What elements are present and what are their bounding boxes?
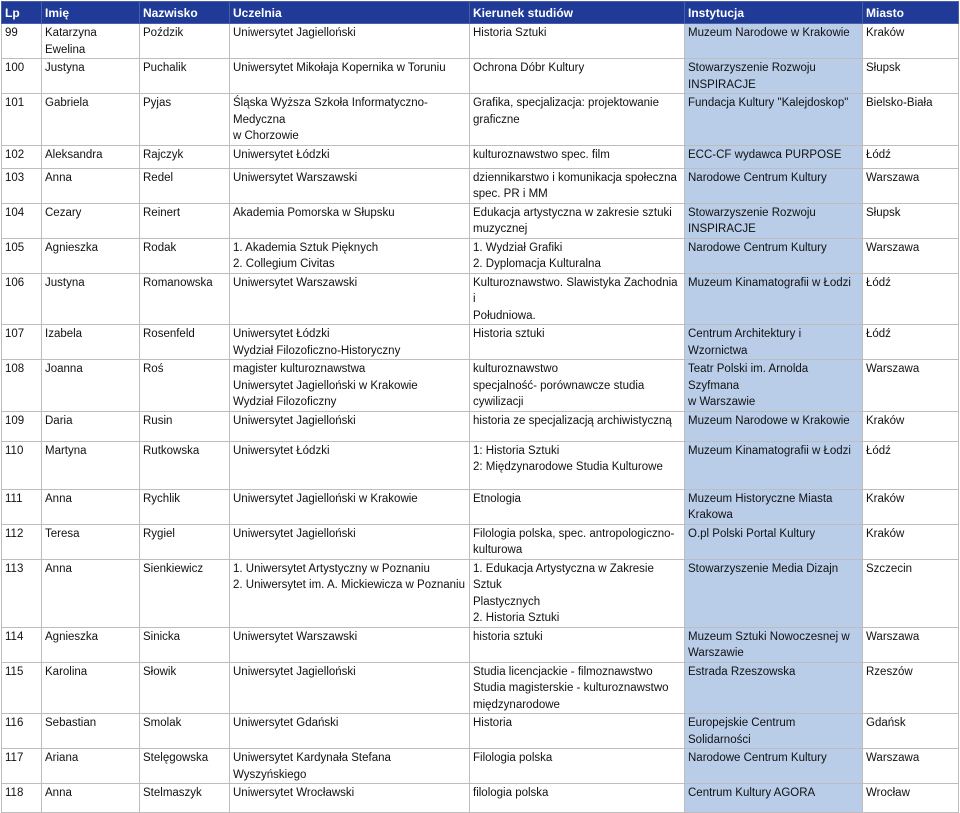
cell-lp: 109 <box>2 411 42 441</box>
cell-lp: 113 <box>2 559 42 627</box>
table-row <box>2 714 959 749</box>
cell-university: Uniwersytet Łódzki <box>230 145 470 168</box>
table-row <box>2 238 959 273</box>
cell-institution: Narodowe Centrum Kultury <box>685 238 863 273</box>
cell-city: Rzeszów <box>863 662 959 714</box>
cell-city: Kraków <box>863 489 959 524</box>
header-city: Miasto <box>863 2 959 24</box>
header-institution: Instytucja <box>685 2 863 24</box>
cell-field-of-study: Etnologia <box>470 489 685 524</box>
cell-lp: 106 <box>2 273 42 325</box>
cell-university: Uniwersytet Warszawski <box>230 168 470 203</box>
cell-first-name: Ariana <box>42 749 140 784</box>
cell-first-name: Aleksandra <box>42 145 140 168</box>
cell-field-of-study: Historia sztuki <box>470 325 685 360</box>
cell-field-of-study: Filologia polska <box>470 749 685 784</box>
cell-university: Śląska Wyższa Szkoła Informatyczno-Medyczna w Chorzowie <box>230 94 470 146</box>
table-row <box>2 94 959 146</box>
cell-first-name: Teresa <box>42 524 140 559</box>
cell-university: Uniwersytet Kardynała Stefana Wyszyńskiego <box>230 749 470 784</box>
table-row <box>2 559 959 627</box>
table-row <box>2 325 959 360</box>
cell-institution: Muzeum Kinamatografii w Łodzi <box>685 441 863 489</box>
cell-first-name: Daria <box>42 411 140 441</box>
cell-last-name: Stelmaszyk <box>140 784 230 813</box>
cell-first-name: Sebastian <box>42 714 140 749</box>
cell-university: Uniwersytet Jagielloński <box>230 411 470 441</box>
cell-last-name: Smolak <box>140 714 230 749</box>
cell-institution: O.pl Polski Portal Kultury <box>685 524 863 559</box>
cell-lp: 100 <box>2 59 42 94</box>
cell-last-name: Roś <box>140 360 230 412</box>
cell-field-of-study: historia ze specjalizacją archiwistyczną <box>470 411 685 441</box>
cell-institution: Fundacja Kultury "Kalejdoskop" <box>685 94 863 146</box>
cell-university: Uniwersytet Jagielloński <box>230 524 470 559</box>
cell-institution: Stowarzyszenie Media Dizajn <box>685 559 863 627</box>
cell-city: Wrocław <box>863 784 959 813</box>
cell-lp: 107 <box>2 325 42 360</box>
cell-institution: Stowarzyszenie Rozwoju INSPIRACJE <box>685 59 863 94</box>
cell-university: Uniwersytet Mikołaja Kopernika w Toruniu <box>230 59 470 94</box>
table-row <box>2 360 959 412</box>
table-row <box>2 168 959 203</box>
cell-institution: ECC-CF wydawca PURPOSE <box>685 145 863 168</box>
cell-first-name: Karolina <box>42 662 140 714</box>
cell-last-name: Sienkiewicz <box>140 559 230 627</box>
cell-last-name: Słowik <box>140 662 230 714</box>
cell-field-of-study: 1: Historia Sztuki 2: Międzynarodowe Studia Kulturowe <box>470 441 685 489</box>
cell-city: Warszawa <box>863 238 959 273</box>
cell-last-name: Rajczyk <box>140 145 230 168</box>
cell-institution: Muzeum Historyczne Miasta Krakowa <box>685 489 863 524</box>
header-field-of-study: Kierunek studiów <box>470 2 685 24</box>
cell-university: Uniwersytet Warszawski <box>230 627 470 662</box>
cell-last-name: Romanowska <box>140 273 230 325</box>
table-row <box>2 203 959 238</box>
cell-lp: 110 <box>2 441 42 489</box>
table-row <box>2 441 959 489</box>
cell-field-of-study: kulturoznawstwo spec. film <box>470 145 685 168</box>
table-row <box>2 489 959 524</box>
cell-last-name: Rodak <box>140 238 230 273</box>
cell-city: Słupsk <box>863 203 959 238</box>
cell-city: Szczecin <box>863 559 959 627</box>
cell-city: Gdańsk <box>863 714 959 749</box>
cell-lp: 105 <box>2 238 42 273</box>
cell-last-name: Stelęgowska <box>140 749 230 784</box>
cell-field-of-study: historia sztuki <box>470 627 685 662</box>
cell-last-name: Rutkowska <box>140 441 230 489</box>
cell-university: Uniwersytet Jagielloński <box>230 24 470 59</box>
cell-university: Uniwersytet Warszawski <box>230 273 470 325</box>
cell-university: 1. Uniwersytet Artystyczny w Poznaniu 2. Uniwersytet im. A. Mickiewicza w Poznaniu <box>230 559 470 627</box>
cell-institution: Centrum Kultury AGORA <box>685 784 863 813</box>
cell-university: Uniwersytet Wrocławski <box>230 784 470 813</box>
cell-field-of-study: Ochrona Dóbr Kultury <box>470 59 685 94</box>
cell-first-name: Martyna <box>42 441 140 489</box>
cell-university: Uniwersytet Jagielloński w Krakowie <box>230 489 470 524</box>
cell-last-name: Rosenfeld <box>140 325 230 360</box>
cell-first-name: Joanna <box>42 360 140 412</box>
cell-university: Uniwersytet Gdański <box>230 714 470 749</box>
header-university: Uczelnia <box>230 2 470 24</box>
cell-city: Słupsk <box>863 59 959 94</box>
cell-lp: 102 <box>2 145 42 168</box>
cell-city: Kraków <box>863 524 959 559</box>
cell-institution: Narodowe Centrum Kultury <box>685 749 863 784</box>
cell-last-name: Pyjas <box>140 94 230 146</box>
cell-lp: 117 <box>2 749 42 784</box>
cell-lp: 114 <box>2 627 42 662</box>
cell-lp: 111 <box>2 489 42 524</box>
cell-last-name: Rygiel <box>140 524 230 559</box>
table-row <box>2 273 959 325</box>
cell-city: Łódź <box>863 145 959 168</box>
cell-lp: 108 <box>2 360 42 412</box>
cell-university: Uniwersytet Łódzki Wydział Filozoficzno-Historyczny <box>230 325 470 360</box>
cell-city: Łódź <box>863 273 959 325</box>
header-last-name: Nazwisko <box>140 2 230 24</box>
cell-lp: 112 <box>2 524 42 559</box>
cell-city: Warszawa <box>863 627 959 662</box>
table-row <box>2 662 959 714</box>
cell-field-of-study: Filologia polska, spec. antropologiczno- kulturowa <box>470 524 685 559</box>
cell-institution: Teatr Polski im. Arnolda Szyfmana w Warszawie <box>685 360 863 412</box>
cell-field-of-study: Historia Sztuki <box>470 24 685 59</box>
cell-first-name: Justyna <box>42 273 140 325</box>
cell-field-of-study: kulturoznawstwo specjalność- porównawcze studia cywilizacji <box>470 360 685 412</box>
cell-university: Uniwersytet Jagielloński <box>230 662 470 714</box>
cell-field-of-study: Historia <box>470 714 685 749</box>
cell-first-name: Anna <box>42 489 140 524</box>
students-table <box>1 1 959 813</box>
cell-institution: Muzeum Kinamatografii w Łodzi <box>685 273 863 325</box>
table-row <box>2 59 959 94</box>
cell-lp: 116 <box>2 714 42 749</box>
table-row <box>2 145 959 168</box>
table-row <box>2 627 959 662</box>
cell-university: Akademia Pomorska w Słupsku <box>230 203 470 238</box>
cell-field-of-study: Studia licencjackie - filmoznawstwo Studia magisterskie - kulturoznawstwo międzynarodowe <box>470 662 685 714</box>
cell-last-name: Poździk <box>140 24 230 59</box>
cell-lp: 115 <box>2 662 42 714</box>
cell-field-of-study: filologia polska <box>470 784 685 813</box>
header-row <box>2 2 959 24</box>
cell-field-of-study: Grafika, specjalizacja: projektowanie graficzne <box>470 94 685 146</box>
cell-lp: 118 <box>2 784 42 813</box>
cell-university: magister kulturoznawstwa Uniwersytet Jagielloński w Krakowie Wydział Filozoficzny <box>230 360 470 412</box>
cell-institution: Centrum Architektury i Wzornictwa <box>685 325 863 360</box>
cell-lp: 103 <box>2 168 42 203</box>
cell-university: Uniwersytet Łódzki <box>230 441 470 489</box>
cell-first-name: Katarzyna Ewelina <box>42 24 140 59</box>
table-row <box>2 749 959 784</box>
cell-institution: Narodowe Centrum Kultury <box>685 168 863 203</box>
cell-last-name: Rychlik <box>140 489 230 524</box>
cell-first-name: Justyna <box>42 59 140 94</box>
cell-first-name: Agnieszka <box>42 627 140 662</box>
cell-last-name: Rusin <box>140 411 230 441</box>
cell-city: Kraków <box>863 411 959 441</box>
cell-institution: Muzeum Narodowe w Krakowie <box>685 411 863 441</box>
table-row <box>2 524 959 559</box>
cell-university: 1. Akademia Sztuk Pięknych 2. Collegium Civitas <box>230 238 470 273</box>
cell-institution: Muzeum Sztuki Nowoczesnej w Warszawie <box>685 627 863 662</box>
cell-lp: 101 <box>2 94 42 146</box>
cell-last-name: Puchalik <box>140 59 230 94</box>
cell-institution: Europejskie Centrum Solidarności <box>685 714 863 749</box>
cell-institution: Muzeum Narodowe w Krakowie <box>685 24 863 59</box>
cell-field-of-study: 1. Wydział Grafiki 2. Dyplomacja Kulturalna <box>470 238 685 273</box>
cell-last-name: Redel <box>140 168 230 203</box>
header-lp: Lp <box>2 2 42 24</box>
cell-field-of-study: 1. Edukacja Artystyczna w Zakresie Sztuk Plastycznych 2. Historia Sztuki <box>470 559 685 627</box>
cell-city: Bielsko-Biała <box>863 94 959 146</box>
table-row <box>2 411 959 441</box>
cell-city: Łódź <box>863 325 959 360</box>
cell-city: Łódź <box>863 441 959 489</box>
cell-first-name: Anna <box>42 168 140 203</box>
cell-field-of-study: Edukacja artystyczna w zakresie sztuki muzycznej <box>470 203 685 238</box>
cell-city: Warszawa <box>863 360 959 412</box>
cell-lp: 104 <box>2 203 42 238</box>
cell-first-name: Anna <box>42 559 140 627</box>
table-body <box>2 24 959 813</box>
table-row <box>2 784 959 813</box>
table-row <box>2 24 959 59</box>
cell-last-name: Reinert <box>140 203 230 238</box>
cell-first-name: Gabriela <box>42 94 140 146</box>
cell-institution: Estrada Rzeszowska <box>685 662 863 714</box>
cell-city: Warszawa <box>863 168 959 203</box>
cell-first-name: Agnieszka <box>42 238 140 273</box>
cell-institution: Stowarzyszenie Rozwoju INSPIRACJE <box>685 203 863 238</box>
cell-field-of-study: Kulturoznawstwo. Slawistyka Zachodnia i Południowa. <box>470 273 685 325</box>
cell-first-name: Cezary <box>42 203 140 238</box>
cell-city: Kraków <box>863 24 959 59</box>
cell-first-name: Anna <box>42 784 140 813</box>
cell-field-of-study: dziennikarstwo i komunikacja społeczna spec. PR i MM <box>470 168 685 203</box>
header-first-name: Imię <box>42 2 140 24</box>
cell-lp: 99 <box>2 24 42 59</box>
cell-city: Warszawa <box>863 749 959 784</box>
cell-first-name: Izabela <box>42 325 140 360</box>
cell-last-name: Sinicka <box>140 627 230 662</box>
